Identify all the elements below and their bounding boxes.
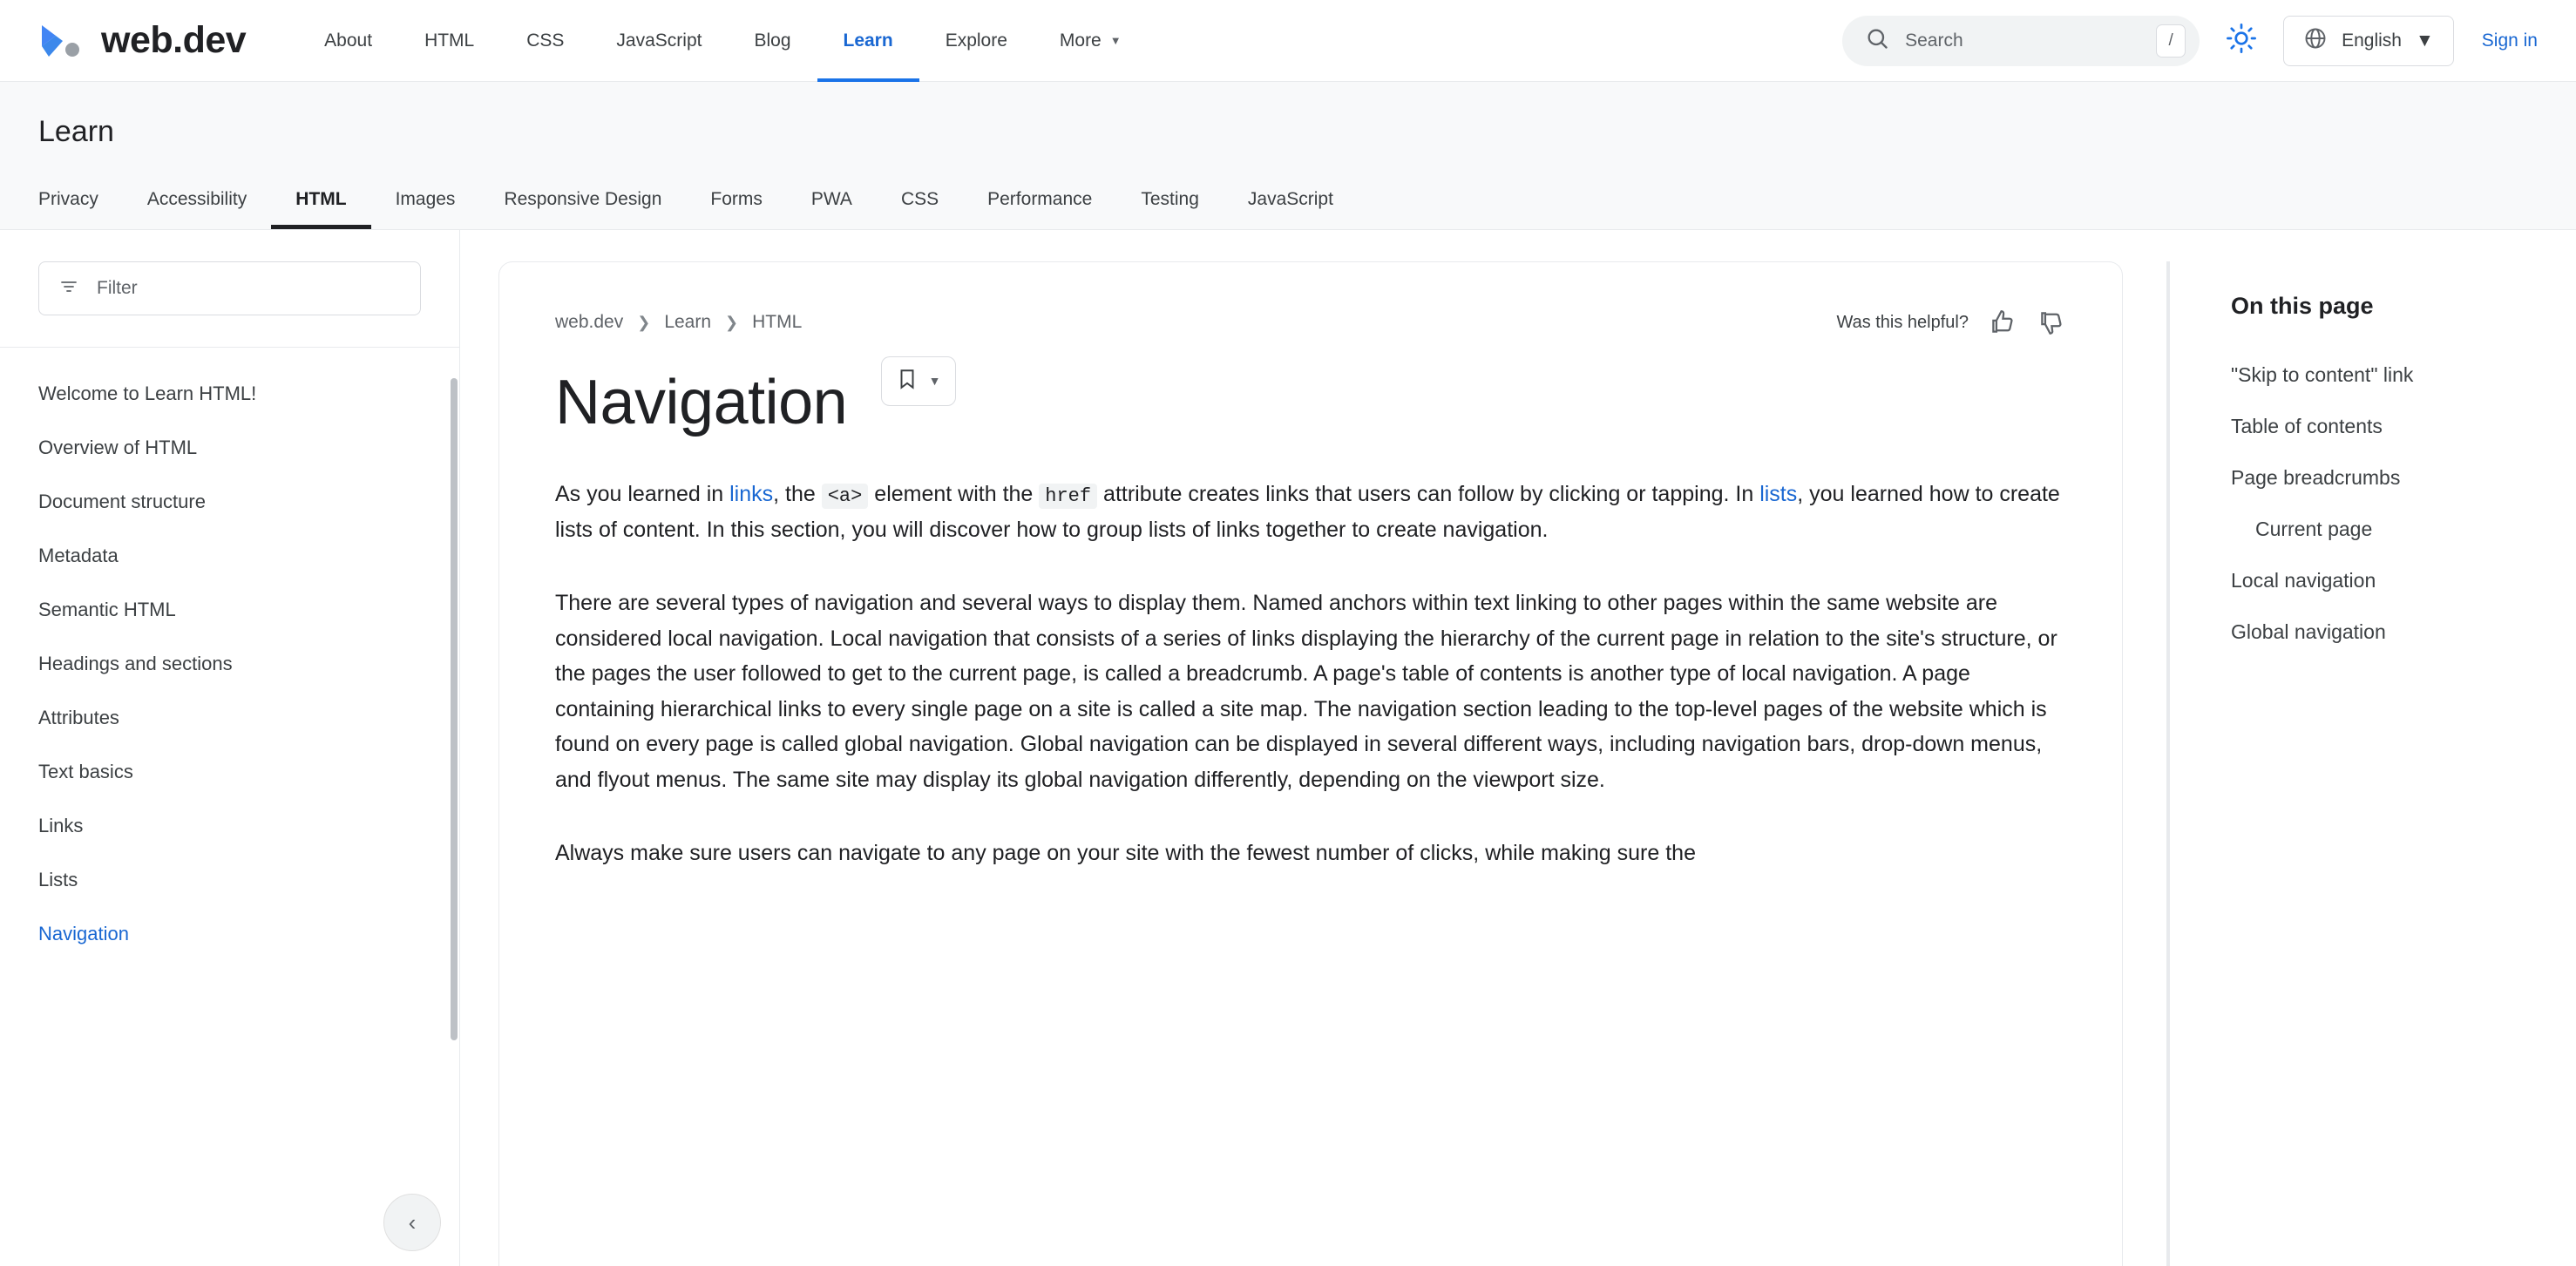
toc-item-table-of-contents[interactable] — [2208, 401, 2538, 452]
article-header — [555, 308, 2066, 337]
feedback-label: Was this helpful? — [1836, 312, 1969, 332]
brand-home-link[interactable] — [38, 19, 246, 62]
collapse-sidebar-button[interactable] — [383, 1194, 441, 1251]
nav-item-html[interactable] — [398, 0, 500, 82]
nav-item-learn[interactable] — [817, 0, 919, 82]
feedback-widget — [1836, 308, 2066, 337]
sidebar-item-attributes[interactable] — [0, 691, 459, 745]
sidebar-item-label: Overview of HTML — [38, 437, 198, 458]
globe-icon — [2303, 26, 2328, 56]
primary-nav — [298, 0, 1147, 82]
language-selector[interactable] — [2283, 16, 2454, 66]
link-links[interactable]: links — [729, 482, 774, 506]
left-sidebar — [0, 230, 460, 1266]
nav-label: More — [1059, 30, 1102, 51]
sidebar-item-label: Lists — [38, 869, 78, 890]
language-label: English — [2342, 30, 2402, 51]
chevron-down-icon: ▼ — [2415, 30, 2434, 51]
tab-label: Accessibility — [146, 189, 247, 209]
toc-item-global-navigation[interactable] — [2208, 606, 2538, 658]
thumbs-down-icon[interactable] — [2037, 308, 2066, 337]
sidebar-item-label: Semantic HTML — [38, 599, 176, 620]
nav-item-about[interactable] — [298, 0, 398, 82]
sidebar-item-navigation[interactable] — [0, 907, 459, 961]
nav-item-blog[interactable] — [728, 0, 817, 82]
nav-label: Blog — [754, 30, 791, 51]
search-input[interactable] — [1842, 16, 2200, 66]
content-area — [460, 230, 2576, 1266]
sign-in-button[interactable]: Sign in — [2481, 30, 2538, 51]
toc-item-label: Table of contents — [2231, 415, 2383, 437]
chevron-down-icon: ▼ — [1109, 34, 1122, 47]
nav-label: JavaScript — [616, 30, 702, 51]
code-href-attribute: href — [1039, 484, 1097, 509]
table-of-contents — [2166, 261, 2576, 1266]
article-card — [498, 261, 2123, 1266]
chevron-left-icon: ‹ — [408, 1208, 417, 1236]
page-title: Navigation — [555, 368, 848, 437]
toc-item-local-navigation[interactable] — [2208, 555, 2538, 606]
brand-name: web.dev — [101, 19, 247, 61]
sidebar-item-label: Headings and sections — [38, 653, 233, 674]
thumbs-up-icon[interactable] — [1988, 308, 2017, 337]
text-fragment: attribute creates links that users can follow by clicking or tapping. In — [1097, 482, 1760, 506]
sidebar-item-label: Metadata — [38, 545, 119, 566]
sidebar-item-semantic-html[interactable] — [0, 583, 459, 637]
chevron-right-icon: ❯ — [725, 313, 739, 331]
paragraph-3: Always make sure users can navigate to any page on your site with the fewest number of clicks, while making sure the — [555, 841, 1696, 866]
sidebar-item-label: Text basics — [38, 761, 133, 782]
tab-css[interactable] — [877, 189, 963, 229]
tab-images[interactable] — [371, 189, 480, 229]
toc-item-skip-to-content-link[interactable] — [2208, 349, 2538, 401]
text-fragment: , you learned how to create lists of content. In this section, you will discover how to group lists of links together to create navigation. — [555, 482, 2060, 542]
text-fragment: As you learned in — [555, 482, 730, 506]
tab-testing[interactable] — [1116, 189, 1224, 229]
nav-label: Explore — [945, 30, 1007, 51]
tab-accessibility[interactable] — [123, 189, 271, 229]
tab-label: HTML — [295, 189, 347, 209]
sidebar-item-welcome-to-learn-html[interactable] — [0, 367, 459, 421]
sidebar-scrollbar[interactable] — [451, 378, 458, 1040]
bookmark-icon — [896, 368, 919, 395]
toc-item-label: "Skip to content" link — [2231, 363, 2414, 386]
filter-icon — [58, 276, 79, 301]
sidebar-item-document-structure[interactable] — [0, 475, 459, 529]
sidebar-item-overview-of-html[interactable] — [0, 421, 459, 475]
tab-html[interactable] — [271, 189, 370, 229]
nav-item-explore[interactable] — [919, 0, 1034, 82]
search-icon — [1865, 26, 1889, 55]
tab-label: Privacy — [38, 189, 98, 209]
text-fragment: , the — [773, 482, 822, 506]
tab-pwa[interactable] — [787, 189, 877, 229]
toc-title: On this page — [2231, 293, 2374, 319]
sidebar-item-metadata[interactable] — [0, 529, 459, 583]
tab-privacy[interactable] — [38, 189, 123, 229]
nav-item-javascript[interactable] — [590, 0, 728, 82]
paragraph-1 — [555, 477, 2066, 547]
nav-item-more[interactable] — [1034, 0, 1148, 82]
tab-label: Responsive Design — [504, 189, 662, 209]
link-lists[interactable]: lists — [1759, 482, 1798, 506]
sidebar-item-label: Welcome to Learn HTML! — [38, 383, 257, 404]
sidebar-item-label: Attributes — [38, 707, 119, 728]
tab-performance[interactable] — [963, 189, 1116, 229]
filter-placeholder: Filter — [97, 278, 138, 298]
sidebar-item-headings-and-sections[interactable] — [0, 637, 459, 691]
header-actions — [1842, 16, 2538, 66]
sidebar-item-label: Document structure — [38, 491, 206, 512]
nav-label: HTML — [424, 30, 475, 51]
page-layout — [0, 230, 2576, 1266]
toc-item-label: Global navigation — [2231, 620, 2386, 643]
breadcrumb-item-learn[interactable]: Learn — [664, 312, 712, 332]
search-placeholder: Search — [1905, 30, 1963, 51]
tab-label: Performance — [987, 189, 1093, 209]
chevron-down-icon: ▼ — [928, 374, 941, 388]
toc-item-label: Local navigation — [2231, 569, 2376, 592]
toc-item-page-breadcrumbs[interactable] — [2208, 452, 2538, 504]
toc-item-label: Page breadcrumbs — [2231, 466, 2401, 489]
toc-item-current-page[interactable] — [2208, 504, 2538, 555]
top-header — [0, 0, 2576, 82]
sidebar-item-label: Links — [38, 815, 84, 836]
tab-responsive-design[interactable] — [479, 189, 686, 229]
nav-label: CSS — [526, 30, 565, 51]
bookmark-button[interactable] — [881, 356, 956, 406]
sidebar-item-label: Navigation — [38, 923, 129, 944]
search-shortcut-key: / — [2156, 24, 2186, 58]
title-row — [555, 337, 2066, 438]
tab-forms[interactable] — [686, 189, 787, 229]
sidebar-item-links[interactable] — [0, 799, 459, 853]
filter-input[interactable] — [38, 261, 421, 315]
paragraph-2: There are several types of navigation and several ways to display them. Named anchors within text linking to other pages within the same website are considered local navigation. Local navigation that consists of a series of links displaying the hierarchy of the current page in relation to the site's structure, or the pages the user followed to get to the current page, is called a breadcrumb. A page's table of contents is another type of local navigation. A page containing hierarchical links to every single page on a site is called a site map. The navigation section leading to the top-level pages of the website which is found on every page is called global navigation. Global navigation can be displayed in several different ways, including navigation bars, drop-down menus, and flyout menus. The same site may display its global navigation differently, depending on the viewport size. — [555, 591, 2057, 792]
nav-label: About — [324, 30, 373, 51]
section-title: Learn — [38, 115, 114, 148]
tab-javascript[interactable] — [1224, 189, 1358, 229]
text-fragment: element with the — [868, 482, 1040, 506]
breadcrumb — [555, 312, 802, 333]
tab-label: Forms — [710, 189, 763, 209]
tab-label: PWA — [810, 189, 852, 209]
webdev-logo-icon — [38, 20, 82, 62]
toc-item-label: Current page — [2255, 518, 2373, 540]
tab-label: CSS — [900, 189, 939, 209]
sidebar-item-text-basics[interactable] — [0, 745, 459, 799]
nav-label: Learn — [843, 30, 893, 51]
theme-toggle-button[interactable] — [2220, 20, 2262, 62]
sun-icon — [2226, 23, 2257, 58]
nav-item-css[interactable] — [500, 0, 590, 82]
sidebar-nav-list — [0, 348, 459, 961]
tab-label: Testing — [1141, 189, 1199, 209]
code-anchor-element: <a> — [822, 484, 869, 509]
section-tabs — [38, 168, 2576, 229]
tab-label: JavaScript — [1247, 189, 1333, 209]
tab-label: Images — [395, 189, 456, 209]
breadcrumb-item-webdev[interactable]: web.dev — [555, 312, 624, 332]
sidebar-item-lists[interactable] — [0, 853, 459, 907]
chevron-right-icon: ❯ — [637, 313, 651, 331]
section-header — [0, 82, 2576, 230]
breadcrumb-item-html[interactable]: HTML — [752, 312, 803, 332]
